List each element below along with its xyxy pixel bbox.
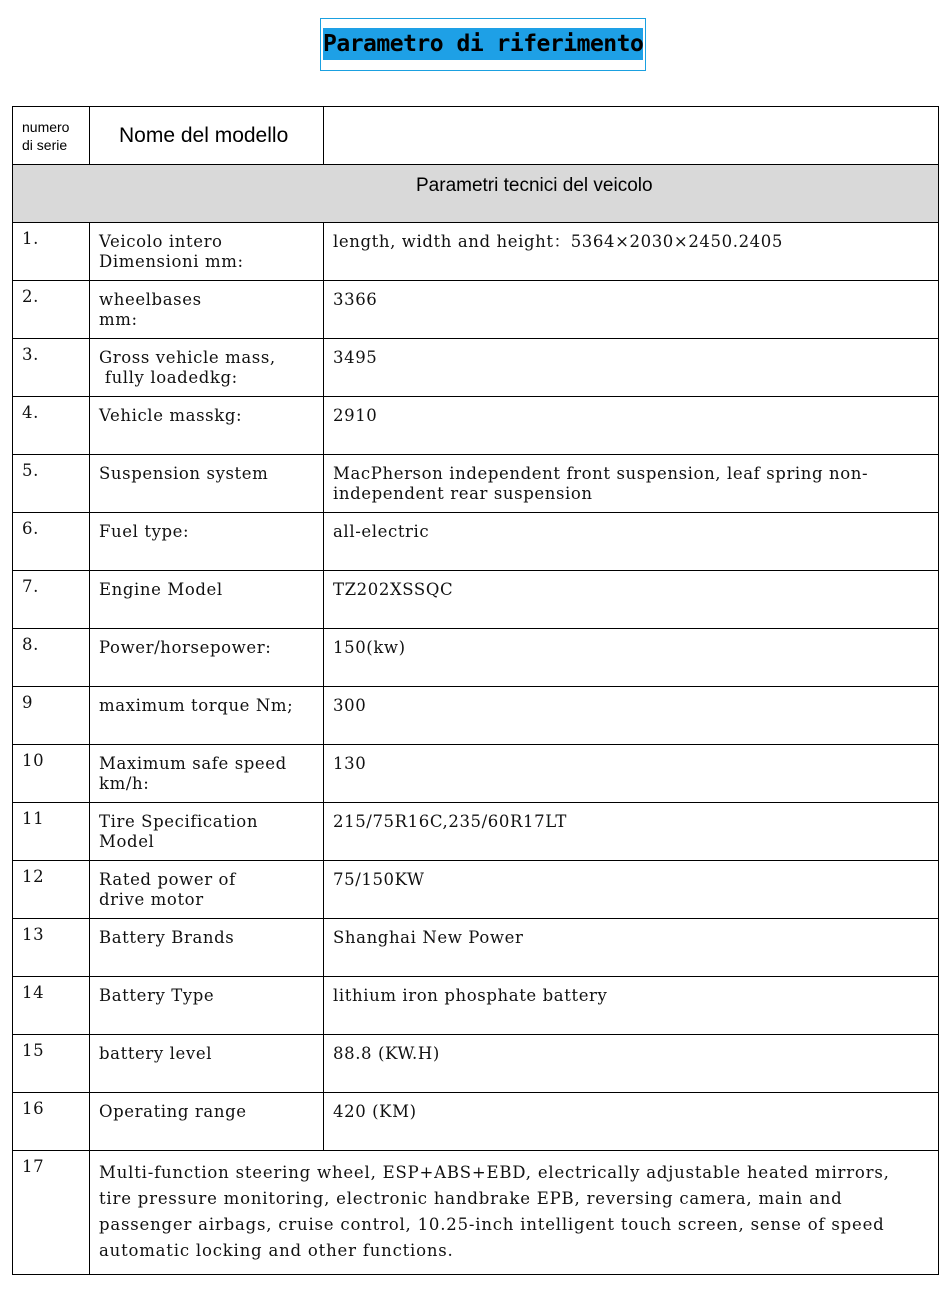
parameter-label: Veicolo intero Dimensioni mm: — [90, 223, 324, 281]
row-number: 10 — [13, 745, 90, 803]
parameter-label: Fuel type: — [90, 513, 324, 571]
parameter-label: Power/horsepower: — [90, 629, 324, 687]
model-name-value — [324, 107, 939, 165]
parameter-value: 3366 — [324, 281, 939, 339]
parameter-label: Rated power of drive motor — [90, 861, 324, 919]
parameter-label: battery level — [90, 1035, 324, 1093]
row-number: 11 — [13, 803, 90, 861]
serial-header — [13, 107, 90, 165]
parameter-label: maximum torque Nm; — [90, 687, 324, 745]
parameter-value: MacPherson independent front suspension, leaf spring non-independent rear suspension — [324, 455, 939, 513]
parameter-label: Battery Brands — [90, 919, 324, 977]
table-row — [13, 861, 939, 919]
serial-header-line2: di serie — [22, 137, 68, 153]
row-number: 6. — [13, 513, 90, 571]
table-row — [13, 1093, 939, 1151]
table-row — [13, 977, 939, 1035]
parameter-value: 3495 — [324, 339, 939, 397]
table-row — [13, 803, 939, 861]
parameter-value: 130 — [324, 745, 939, 803]
table-row — [13, 455, 939, 513]
table-row — [13, 919, 939, 977]
row-number: 1. — [13, 223, 90, 281]
row-number: 16 — [13, 1093, 90, 1151]
table-row — [13, 339, 939, 397]
parameter-label: wheelbases mm: — [90, 281, 324, 339]
parameter-value: 2910 — [324, 397, 939, 455]
parameter-value: lithium iron phosphate battery — [324, 977, 939, 1035]
row-number: 2. — [13, 281, 90, 339]
row-number: 8. — [13, 629, 90, 687]
row-number: 5. — [13, 455, 90, 513]
section-cell — [13, 165, 939, 223]
parameter-value: 300 — [324, 687, 939, 745]
spec-table — [12, 106, 939, 1275]
section-row — [13, 165, 939, 223]
serial-header-line1: numero — [22, 119, 70, 135]
parameter-value: Shanghai New Power — [324, 919, 939, 977]
parameter-label: Gross vehicle mass, fully loadedkg: — [90, 339, 324, 397]
row-number: 4. — [13, 397, 90, 455]
page-title: Parametro di riferimento — [323, 28, 643, 60]
table-row — [13, 1035, 939, 1093]
parameter-label: Battery Type — [90, 977, 324, 1035]
spec-rows — [13, 223, 939, 1151]
section-title: Parametri tecnici del veicolo — [416, 175, 653, 196]
parameter-value: length, width and height：5364×2030×2450.2405 — [324, 223, 939, 281]
parameter-label: Engine Model — [90, 571, 324, 629]
row-number: 13 — [13, 919, 90, 977]
header-row — [13, 107, 939, 165]
parameter-value: TZ202XSSQC — [324, 571, 939, 629]
parameter-value: all-electric — [324, 513, 939, 571]
row-number: 3. — [13, 339, 90, 397]
row-number: 12 — [13, 861, 90, 919]
title-box — [320, 18, 646, 71]
table-row — [13, 397, 939, 455]
table-row — [13, 629, 939, 687]
parameter-label: Operating range — [90, 1093, 324, 1151]
row-number: 14 — [13, 977, 90, 1035]
parameter-label: Tire Specification Model — [90, 803, 324, 861]
parameter-value: 215/75R16C,235/60R17LT — [324, 803, 939, 861]
parameter-label: Maximum safe speed km/h: — [90, 745, 324, 803]
row-number: 9 — [13, 687, 90, 745]
row-number: 15 — [13, 1035, 90, 1093]
table-row — [13, 223, 939, 281]
parameter-label: Vehicle masskg: — [90, 397, 324, 455]
table-row — [13, 281, 939, 339]
table-row — [13, 513, 939, 571]
features-text: Multi-function steering wheel, ESP+ABS+EBD, electrically adjustable heated mirrors, tire pressure monitoring, electronic handbrake EPB, reversing camera, main and passenger airbags, cruise control, 10.25-inch intelligent touch screen, sense of speed automatic locking and other functions. — [90, 1151, 939, 1275]
table-row-17 — [13, 1151, 939, 1275]
table-row — [13, 687, 939, 745]
parameter-value: 75/150KW — [324, 861, 939, 919]
parameter-value: 88.8 (KW.H) — [324, 1035, 939, 1093]
parameter-value: 420 (KM) — [324, 1093, 939, 1151]
row-number: 7. — [13, 571, 90, 629]
table-row — [13, 745, 939, 803]
parameter-value: 150(kw) — [324, 629, 939, 687]
row-number: 17 — [13, 1151, 90, 1275]
model-name-header: Nome del modello — [90, 107, 324, 165]
parameter-label: Suspension system — [90, 455, 324, 513]
table-row — [13, 571, 939, 629]
